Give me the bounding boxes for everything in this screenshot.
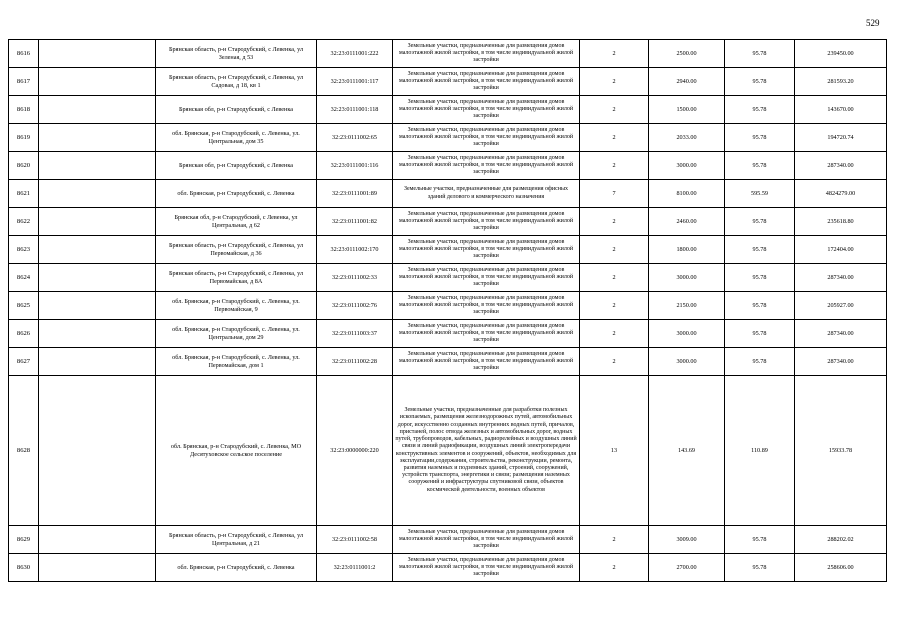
cadastral-number-cell: 32:23:0000000:220 xyxy=(317,376,393,526)
row-number-cell: 8624 xyxy=(9,264,39,292)
row-number-cell: 8619 xyxy=(9,124,39,152)
table-row xyxy=(9,40,887,68)
cadastral-number-cell: 32:23:0111001:116 xyxy=(317,152,393,180)
spacer-cell xyxy=(39,124,156,152)
address-cell: обл. Брянская, р-н Стародубский, с. Левенка, ул. Первомайская, дом 1 xyxy=(156,348,317,376)
cadastral-number-cell: 32:23:0111001:82 xyxy=(317,208,393,236)
cadastral-number-cell: 32:23:0111002:33 xyxy=(317,264,393,292)
cadastral-number-cell: 32:23:0111002:65 xyxy=(317,124,393,152)
land-use-cell: Земельные участки, предназначенные для размещения домов малоэтажной жилой застройки, в том числе индивидуальной жилой застройки xyxy=(393,68,580,96)
specific-value-cell: 95.78 xyxy=(725,526,795,554)
land-use-cell: Земельные участки, предназначенные для размещения домов малоэтажной жилой застройки, в том числе индивидуальной жилой застройки xyxy=(393,292,580,320)
address-cell: Брянская обл, р-н Стародубский, с Левенка, ул Центральная, д 62 xyxy=(156,208,317,236)
table-row xyxy=(9,554,887,582)
use-code-cell: 2 xyxy=(580,124,649,152)
cadastral-value-cell: 287340.00 xyxy=(795,264,887,292)
spacer-cell xyxy=(39,526,156,554)
spacer-cell xyxy=(39,292,156,320)
spacer-cell xyxy=(39,554,156,582)
table-row xyxy=(9,320,887,348)
address-cell: обл. Брянская, р-н Стародубский, с. Левенка xyxy=(156,180,317,208)
spacer-cell xyxy=(39,376,156,526)
table-row xyxy=(9,180,887,208)
address-cell: Брянская обл, р-н Стародубский, с Левенка xyxy=(156,96,317,124)
cadastral-value-cell: 258606.00 xyxy=(795,554,887,582)
specific-value-cell: 95.78 xyxy=(725,264,795,292)
use-code-cell: 2 xyxy=(580,236,649,264)
use-code-cell: 2 xyxy=(580,264,649,292)
specific-value-cell: 95.78 xyxy=(725,124,795,152)
land-use-cell: Земельные участки, предназначенные для размещения домов малоэтажной жилой застройки, в том числе индивидуальной жилой застройки xyxy=(393,554,580,582)
land-use-cell: Земельные участки, предназначенные для размещения офисных зданий делового и коммерческого назначения xyxy=(393,180,580,208)
row-number-cell: 8617 xyxy=(9,68,39,96)
table-row xyxy=(9,264,887,292)
row-number-cell: 8629 xyxy=(9,526,39,554)
cadastral-value-cell: 281593.20 xyxy=(795,68,887,96)
area-cell: 143.69 xyxy=(649,376,725,526)
row-number-cell: 8618 xyxy=(9,96,39,124)
cadastral-number-cell: 32:23:0111002:170 xyxy=(317,236,393,264)
cadastral-number-cell: 32:23:0111001:117 xyxy=(317,68,393,96)
spacer-cell xyxy=(39,320,156,348)
row-number-cell: 8620 xyxy=(9,152,39,180)
specific-value-cell: 95.78 xyxy=(725,40,795,68)
use-code-cell: 2 xyxy=(580,526,649,554)
specific-value-cell: 595.59 xyxy=(725,180,795,208)
spacer-cell xyxy=(39,40,156,68)
cadastral-value-table xyxy=(8,39,887,582)
area-cell: 1800.00 xyxy=(649,236,725,264)
cadastral-value-cell: 172404.00 xyxy=(795,236,887,264)
table-row xyxy=(9,348,887,376)
cadastral-number-cell: 32:23:0111002:58 xyxy=(317,526,393,554)
row-number-cell: 8628 xyxy=(9,376,39,526)
cadastral-value-cell: 4824279.00 xyxy=(795,180,887,208)
land-use-cell: Земельные участки, предназначенные для размещения домов малоэтажной жилой застройки, в том числе индивидуальной жилой застройки xyxy=(393,40,580,68)
specific-value-cell: 95.78 xyxy=(725,68,795,96)
spacer-cell xyxy=(39,348,156,376)
use-code-cell: 2 xyxy=(580,68,649,96)
use-code-cell: 2 xyxy=(580,96,649,124)
use-code-cell: 13 xyxy=(580,376,649,526)
specific-value-cell: 95.78 xyxy=(725,292,795,320)
use-code-cell: 7 xyxy=(580,180,649,208)
address-cell: Брянская область, р-н Стародубский, с Левенка, ул Зеленая, д 53 xyxy=(156,40,317,68)
land-use-cell: Земельные участки, предназначенные для размещения домов малоэтажной жилой застройки, в том числе индивидуальной жилой застройки xyxy=(393,152,580,180)
land-use-cell: Земельные участки, предназначенные для размещения домов малоэтажной жилой застройки, в том числе индивидуальной жилой застройки xyxy=(393,320,580,348)
specific-value-cell: 95.78 xyxy=(725,554,795,582)
spacer-cell xyxy=(39,180,156,208)
table-row xyxy=(9,152,887,180)
use-code-cell: 2 xyxy=(580,348,649,376)
row-number-cell: 8621 xyxy=(9,180,39,208)
table-row xyxy=(9,526,887,554)
use-code-cell: 2 xyxy=(580,320,649,348)
table-row xyxy=(9,124,887,152)
table-row xyxy=(9,68,887,96)
cadastral-number-cell: 32:23:0111001:89 xyxy=(317,180,393,208)
area-cell: 2500.00 xyxy=(649,40,725,68)
cadastral-number-cell: 32:23:0111003:37 xyxy=(317,320,393,348)
use-code-cell: 2 xyxy=(580,40,649,68)
address-cell: обл. Брянская, р-н Стародубский, с. Левенка, МО Десятуховское сельское поселение xyxy=(156,376,317,526)
row-number-cell: 8626 xyxy=(9,320,39,348)
spacer-cell xyxy=(39,96,156,124)
cadastral-value-cell: 15933.78 xyxy=(795,376,887,526)
land-use-cell: Земельные участки, предназначенные для размещения домов малоэтажной жилой застройки, в том числе индивидуальной жилой застройки xyxy=(393,348,580,376)
land-use-cell: Земельные участки, предназначенные для размещения домов малоэтажной жилой застройки, в том числе индивидуальной жилой застройки xyxy=(393,96,580,124)
spacer-cell xyxy=(39,236,156,264)
cadastral-value-cell: 288202.02 xyxy=(795,526,887,554)
spacer-cell xyxy=(39,208,156,236)
row-number-cell: 8622 xyxy=(9,208,39,236)
cadastral-value-cell: 287340.00 xyxy=(795,348,887,376)
row-number-cell: 8625 xyxy=(9,292,39,320)
address-cell: Брянская область, р-н Стародубский, с Левенка, ул Центральная, д 21 xyxy=(156,526,317,554)
table-row xyxy=(9,236,887,264)
area-cell: 3000.00 xyxy=(649,320,725,348)
specific-value-cell: 95.78 xyxy=(725,348,795,376)
address-cell: Брянская область, р-н Стародубский, с Левенка, ул Первомайская, д 36 xyxy=(156,236,317,264)
address-cell: обл. Брянская, р-н Стародубский, с. Левенка, ул. Центральная, дом 29 xyxy=(156,320,317,348)
row-number-cell: 8627 xyxy=(9,348,39,376)
address-cell: обл. Брянская, р-н Стародубский, с. Левенка, ул. Центральная, дом 35 xyxy=(156,124,317,152)
table-row xyxy=(9,96,887,124)
spacer-cell xyxy=(39,68,156,96)
land-use-cell: Земельные участки, предназначенные для размещения домов малоэтажной жилой застройки, в том числе индивидуальной жилой застройки xyxy=(393,208,580,236)
area-cell: 2700.00 xyxy=(649,554,725,582)
area-cell: 2150.00 xyxy=(649,292,725,320)
land-use-cell: Земельные участки, предназначенные для размещения домов малоэтажной жилой застройки, в том числе индивидуальной жилой застройки xyxy=(393,236,580,264)
row-number-cell: 8616 xyxy=(9,40,39,68)
row-number-cell: 8623 xyxy=(9,236,39,264)
area-cell: 1500.00 xyxy=(649,96,725,124)
cadastral-number-cell: 32:23:0111001:222 xyxy=(317,40,393,68)
spacer-cell xyxy=(39,152,156,180)
specific-value-cell: 95.78 xyxy=(725,96,795,124)
page-number: 529 xyxy=(866,18,880,28)
use-code-cell: 2 xyxy=(580,554,649,582)
cadastral-value-cell: 194720.74 xyxy=(795,124,887,152)
row-number-cell: 8630 xyxy=(9,554,39,582)
use-code-cell: 2 xyxy=(580,208,649,236)
cadastral-number-cell: 32:23:0111001:2 xyxy=(317,554,393,582)
specific-value-cell: 95.78 xyxy=(725,236,795,264)
address-cell: Брянская обл, р-н Стародубский, с Левенка xyxy=(156,152,317,180)
land-use-cell: Земельные участки, предназначенные для разработки полезных ископаемых, размещения железнодорожных путей, автомобильных дорог, искусственно созданных внутренних водных путей, причалов, пристаней, полос отвода железных и автомобильных дорог, водных путей, трубопроводов, кабельных, радиорелейных и воздушных линий связи и линий радиофикации, воздушных линий электропередачи конструктивных элементов и сооружений, объектов, необходимых для эксплуатации,содержания, строительства, реконструкции, ремонта, развития наземных и подземных зданий, строений, сооружений, устройств транспорта, энергетики и связи; размещения наземных сооружений и инфраструктуры спутниковой связи, объектов космической деятельности, военных объектов xyxy=(393,376,580,526)
address-cell: обл. Брянская, р-н Стародубский, с. Левенка xyxy=(156,554,317,582)
cadastral-value-cell: 287340.00 xyxy=(795,320,887,348)
address-cell: Брянская область, р-н Стародубский, с Левенка, ул Первомайская, д 8А xyxy=(156,264,317,292)
specific-value-cell: 95.78 xyxy=(725,208,795,236)
cadastral-value-cell: 235618.80 xyxy=(795,208,887,236)
area-cell: 3009.00 xyxy=(649,526,725,554)
cadastral-value-cell: 239450.00 xyxy=(795,40,887,68)
area-cell: 3000.00 xyxy=(649,152,725,180)
land-use-cell: Земельные участки, предназначенные для размещения домов малоэтажной жилой застройки, в том числе индивидуальной жилой застройки xyxy=(393,526,580,554)
specific-value-cell: 95.78 xyxy=(725,152,795,180)
table-row xyxy=(9,292,887,320)
area-cell: 3000.00 xyxy=(649,264,725,292)
cadastral-number-cell: 32:23:0111002:28 xyxy=(317,348,393,376)
area-cell: 8100.00 xyxy=(649,180,725,208)
table-body xyxy=(9,40,887,582)
cadastral-number-cell: 32:23:0111001:118 xyxy=(317,96,393,124)
land-use-cell: Земельные участки, предназначенные для размещения домов малоэтажной жилой застройки, в том числе индивидуальной жилой застройки xyxy=(393,124,580,152)
specific-value-cell: 95.78 xyxy=(725,320,795,348)
land-use-cell: Земельные участки, предназначенные для размещения домов малоэтажной жилой застройки, в том числе индивидуальной жилой застройки xyxy=(393,264,580,292)
cadastral-value-cell: 287340.00 xyxy=(795,152,887,180)
area-cell: 2940.00 xyxy=(649,68,725,96)
use-code-cell: 2 xyxy=(580,292,649,320)
address-cell: обл. Брянская, р-н Стародубский, с. Левенка, ул. Первомайская, 9 xyxy=(156,292,317,320)
area-cell: 2460.00 xyxy=(649,208,725,236)
area-cell: 3000.00 xyxy=(649,348,725,376)
area-cell: 2033.00 xyxy=(649,124,725,152)
spacer-cell xyxy=(39,264,156,292)
cadastral-value-cell: 205927.00 xyxy=(795,292,887,320)
table-row xyxy=(9,208,887,236)
cadastral-number-cell: 32:23:0111002:76 xyxy=(317,292,393,320)
use-code-cell: 2 xyxy=(580,152,649,180)
specific-value-cell: 110.89 xyxy=(725,376,795,526)
address-cell: Брянская область, р-н Стародубский, с Левенка, ул Садовая, д 18, кв 1 xyxy=(156,68,317,96)
cadastral-value-cell: 143670.00 xyxy=(795,96,887,124)
table-row xyxy=(9,376,887,526)
